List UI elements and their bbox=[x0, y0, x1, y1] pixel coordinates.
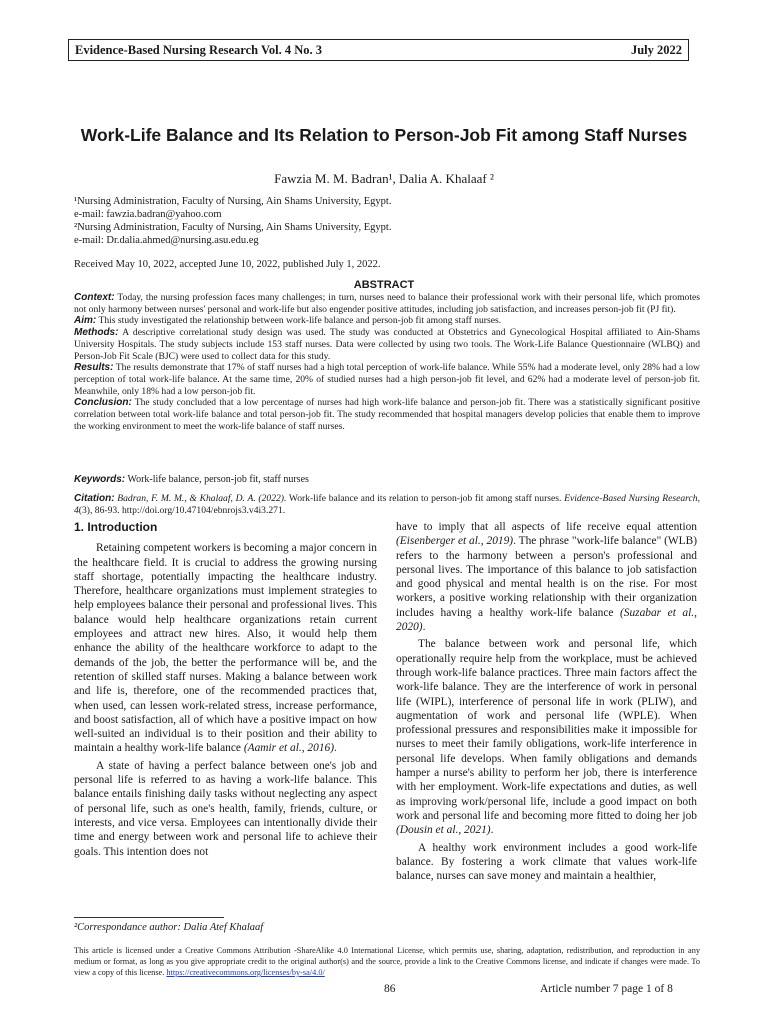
paper-title: Work-Life Balance and Its Relation to Person-Job Fit among Staff Nurses bbox=[80, 125, 688, 145]
footnote-divider bbox=[74, 917, 224, 918]
author-list: Fawzia M. M. Badran¹, Dalia A. Khalaaf ² bbox=[274, 171, 494, 186]
abstract-label: Results: bbox=[74, 362, 114, 374]
abstract-conclusion bbox=[74, 397, 700, 432]
paragraph-text: Retaining competent workers is becoming a major concern in the healthcare field. It is crucial to address the growing nursing staff shortage, potentially impacting the healthcare industry. Therefore, healthcare organizations must implement strategies to help employees balance their personal and professional lives. This balance would help healthcare organizations retain current employees and attract new hires. Also, it would help them enhance the ability of the healthcare workforce to adapt to the demands of the job, the better the performance will be, and the retention of skilled staff nurses. Making a balance between work and life is, therefore, one of the recommended practices that, when used, can lessen work-related stress, increase performance, and boost satisfaction, all of which have a positive impact on how well-suited an individual is to their position and their ability to maintain a healthy work-life balance bbox=[74, 542, 377, 755]
in-text-citation: (Suzabar et al., 2020) bbox=[396, 606, 697, 634]
abstract-text: The study concluded that a low percentage of nurses had high work-life balance and person-job fit. There was a statistically significant positive correlation between total work-life balance and total person-job fit. The study recommended that hospital managers develop policies that enable them to improve the working environment to meet the work-life balance of staff nurses. bbox=[74, 397, 700, 432]
affiliation-1: ¹Nursing Administration, Faculty of Nursing, Ain Shams University, Egypt. bbox=[74, 196, 392, 207]
abstract-label: Context: bbox=[74, 292, 115, 303]
citation-journal: Evidence-Based Nursing Research, 4 bbox=[74, 493, 700, 516]
paragraph bbox=[74, 541, 377, 755]
abstract-label: Conclusion: bbox=[74, 397, 132, 409]
citation-authors: Badran, F. M. M., & Khalaaf, D. A. (2022). bbox=[114, 493, 287, 504]
paragraph-end: . bbox=[422, 621, 426, 634]
license-text: This article is licensed under a Creative Commons Attribution -ShareAlike 4.0 International License, which permits use, sharing, adaptation, redistribution, and reproduction in any medium or format, as long as you give appropriate credit to the original author(s) and the source, provide a link to the Creative Commons license, and indicate if changes were made. To view a copy of this license. bbox=[74, 946, 700, 977]
issue-date: July 2022 bbox=[630, 42, 682, 57]
abstract-aim bbox=[74, 315, 700, 327]
keywords-text: Work-life balance, person-job fit, staff nurses bbox=[125, 474, 309, 485]
abstract-text: A descriptive correlational study design was used. The study was conducted at Obstetrics and Gynecological Hospital affiliated to Ain-Shams University Hospitals. The study subjects include 153 staff nurses. Data were collected by using two tools. The Work-Life Balance Questionnaire (WLBQ) and Person-Job Fit Scale (BJC) were used to collect data for this study. bbox=[74, 327, 700, 362]
abstract-methods bbox=[74, 327, 700, 362]
keywords bbox=[74, 474, 700, 485]
paragraph-text: A state of having a perfect balance between one's job and personal life is referred to as having a work-life balance. This balance entails finishing daily tasks without neglecting any aspect of personal life, such as one's health, family, friends, culture, or interests, and vice versa. Employees can intentionally divide their time and energy between work and personal life to achieve their goals. This intention does not bbox=[74, 759, 377, 858]
abstract-heading: ABSTRACT bbox=[353, 279, 415, 291]
email-2: e-mail: Dr.dalia.ahmed@nursing.asu.edu.eg bbox=[74, 235, 259, 246]
paragraph-text: . The phrase "work-life balance" (WLB) refers to the harmony between a person's professional and personal lives. The importance of this balance to job satisfaction and good physical and mental health is on the rise. For most workers, a positive working relationship with their organization includes having a healthy work-life balance bbox=[396, 535, 698, 619]
paragraph bbox=[74, 759, 377, 859]
abstract-body bbox=[74, 292, 700, 432]
license-link[interactable]: https://creativecommons.org/licenses/by-sa/4.0/ bbox=[166, 968, 325, 977]
affiliation-2: ²Nursing Administration, Faculty of Nursing, Ain Shams University, Egypt. bbox=[74, 222, 392, 233]
paragraph bbox=[396, 520, 697, 634]
citation bbox=[74, 493, 700, 516]
abstract-context bbox=[74, 292, 700, 315]
abstract-label: Aim: bbox=[74, 315, 97, 327]
abstract-text: Today, the nursing profession faces many challenges; in turn, nurses need to balance their professional work with their personal life, which promotes not only harmony between nurses' personal and work-life but also engender positive attitudes, including job satisfaction, and increases person-job fit (PJ fit). bbox=[74, 292, 700, 315]
correspondence-footnote: ²Correspondance author: Dalia Atef Khalaaf bbox=[74, 922, 264, 933]
license-notice bbox=[74, 945, 700, 978]
paragraph-text: A healthy work environment includes a good work-life balance. By fostering a work climate that values work-life balance, nurses can save money and maintain a healthier, bbox=[396, 841, 697, 883]
keywords-label: Keywords: bbox=[74, 474, 126, 485]
body-column-left bbox=[74, 520, 377, 859]
citation-label: Citation: bbox=[74, 493, 115, 504]
abstract-results bbox=[74, 362, 700, 397]
page-number: 86 bbox=[384, 983, 396, 995]
citation-title: Work-life balance and its relation to person-job fit among staff nurses. bbox=[286, 493, 565, 504]
in-text-citation: (Eisenberger et al., 2019) bbox=[396, 535, 514, 548]
citation-rest: (3), 86-93. http://doi.org/10.47104/ebnrojs3.v4i3.271. bbox=[78, 504, 286, 516]
abstract-label: Methods: bbox=[74, 327, 119, 339]
paragraph bbox=[396, 637, 697, 837]
paragraph-end: . bbox=[490, 824, 494, 837]
journal-name: Evidence-Based Nursing Research Vol. 4 No. 3 bbox=[75, 42, 323, 57]
paragraph-text: The balance between work and personal life, which operationally require help from the workplace, must be achieved through work-life balance practices. Three main factors affect the work-life balance. They are the interference of work in personal life (WIPL), interference of personal life in work (PLIW), and augmentation of work and personal life (WPLE). When professional pressures and responsibilities make it impossible for nurses to meet their family obligations, work-life interference in personal life develops. When family obligations and demands hamper a nurse's ability to perform her job, there is interference with her employment. Work-life expectations and duties, as well as improving work/personal life, include a good impact on both work and personal life and becoming more fitted to doing her job bbox=[396, 638, 697, 822]
body-column-right bbox=[396, 520, 697, 883]
abstract-text: The results demonstrate that 17% of staff nurses had a high total perception of work-life balance. While 55% had a moderate level, only 28% had a low perception of total work-life balance. At the same time, 20% of studied nurses had a high person-job fit level, and 62% had a moderate level of person-job fit. Meanwhile, only 18% had a low person-job fit. bbox=[74, 362, 700, 397]
abstract-text: This study investigated the relationship between work-life balance and person-job fit among staff nurses. bbox=[96, 315, 502, 327]
paragraph-text: have to imply that all aspects of life receive equal attention bbox=[396, 521, 697, 533]
email-1: e-mail: fawzia.badran@yahoo.com bbox=[74, 209, 222, 220]
paragraph-end: . bbox=[334, 742, 337, 755]
paragraph bbox=[396, 841, 697, 884]
received-dates: Received May 10, 2022, accepted June 10, 2022, published July 1, 2022. bbox=[74, 259, 381, 270]
section-heading: 1. Introduction bbox=[74, 520, 158, 534]
in-text-citation: (Aamir et al., 2016) bbox=[243, 742, 335, 755]
affiliations bbox=[74, 195, 391, 247]
in-text-citation: (Dousin et al., 2021) bbox=[396, 824, 491, 837]
journal-header bbox=[68, 39, 689, 61]
article-number: Article number 7 page 1 of 8 bbox=[540, 983, 673, 995]
